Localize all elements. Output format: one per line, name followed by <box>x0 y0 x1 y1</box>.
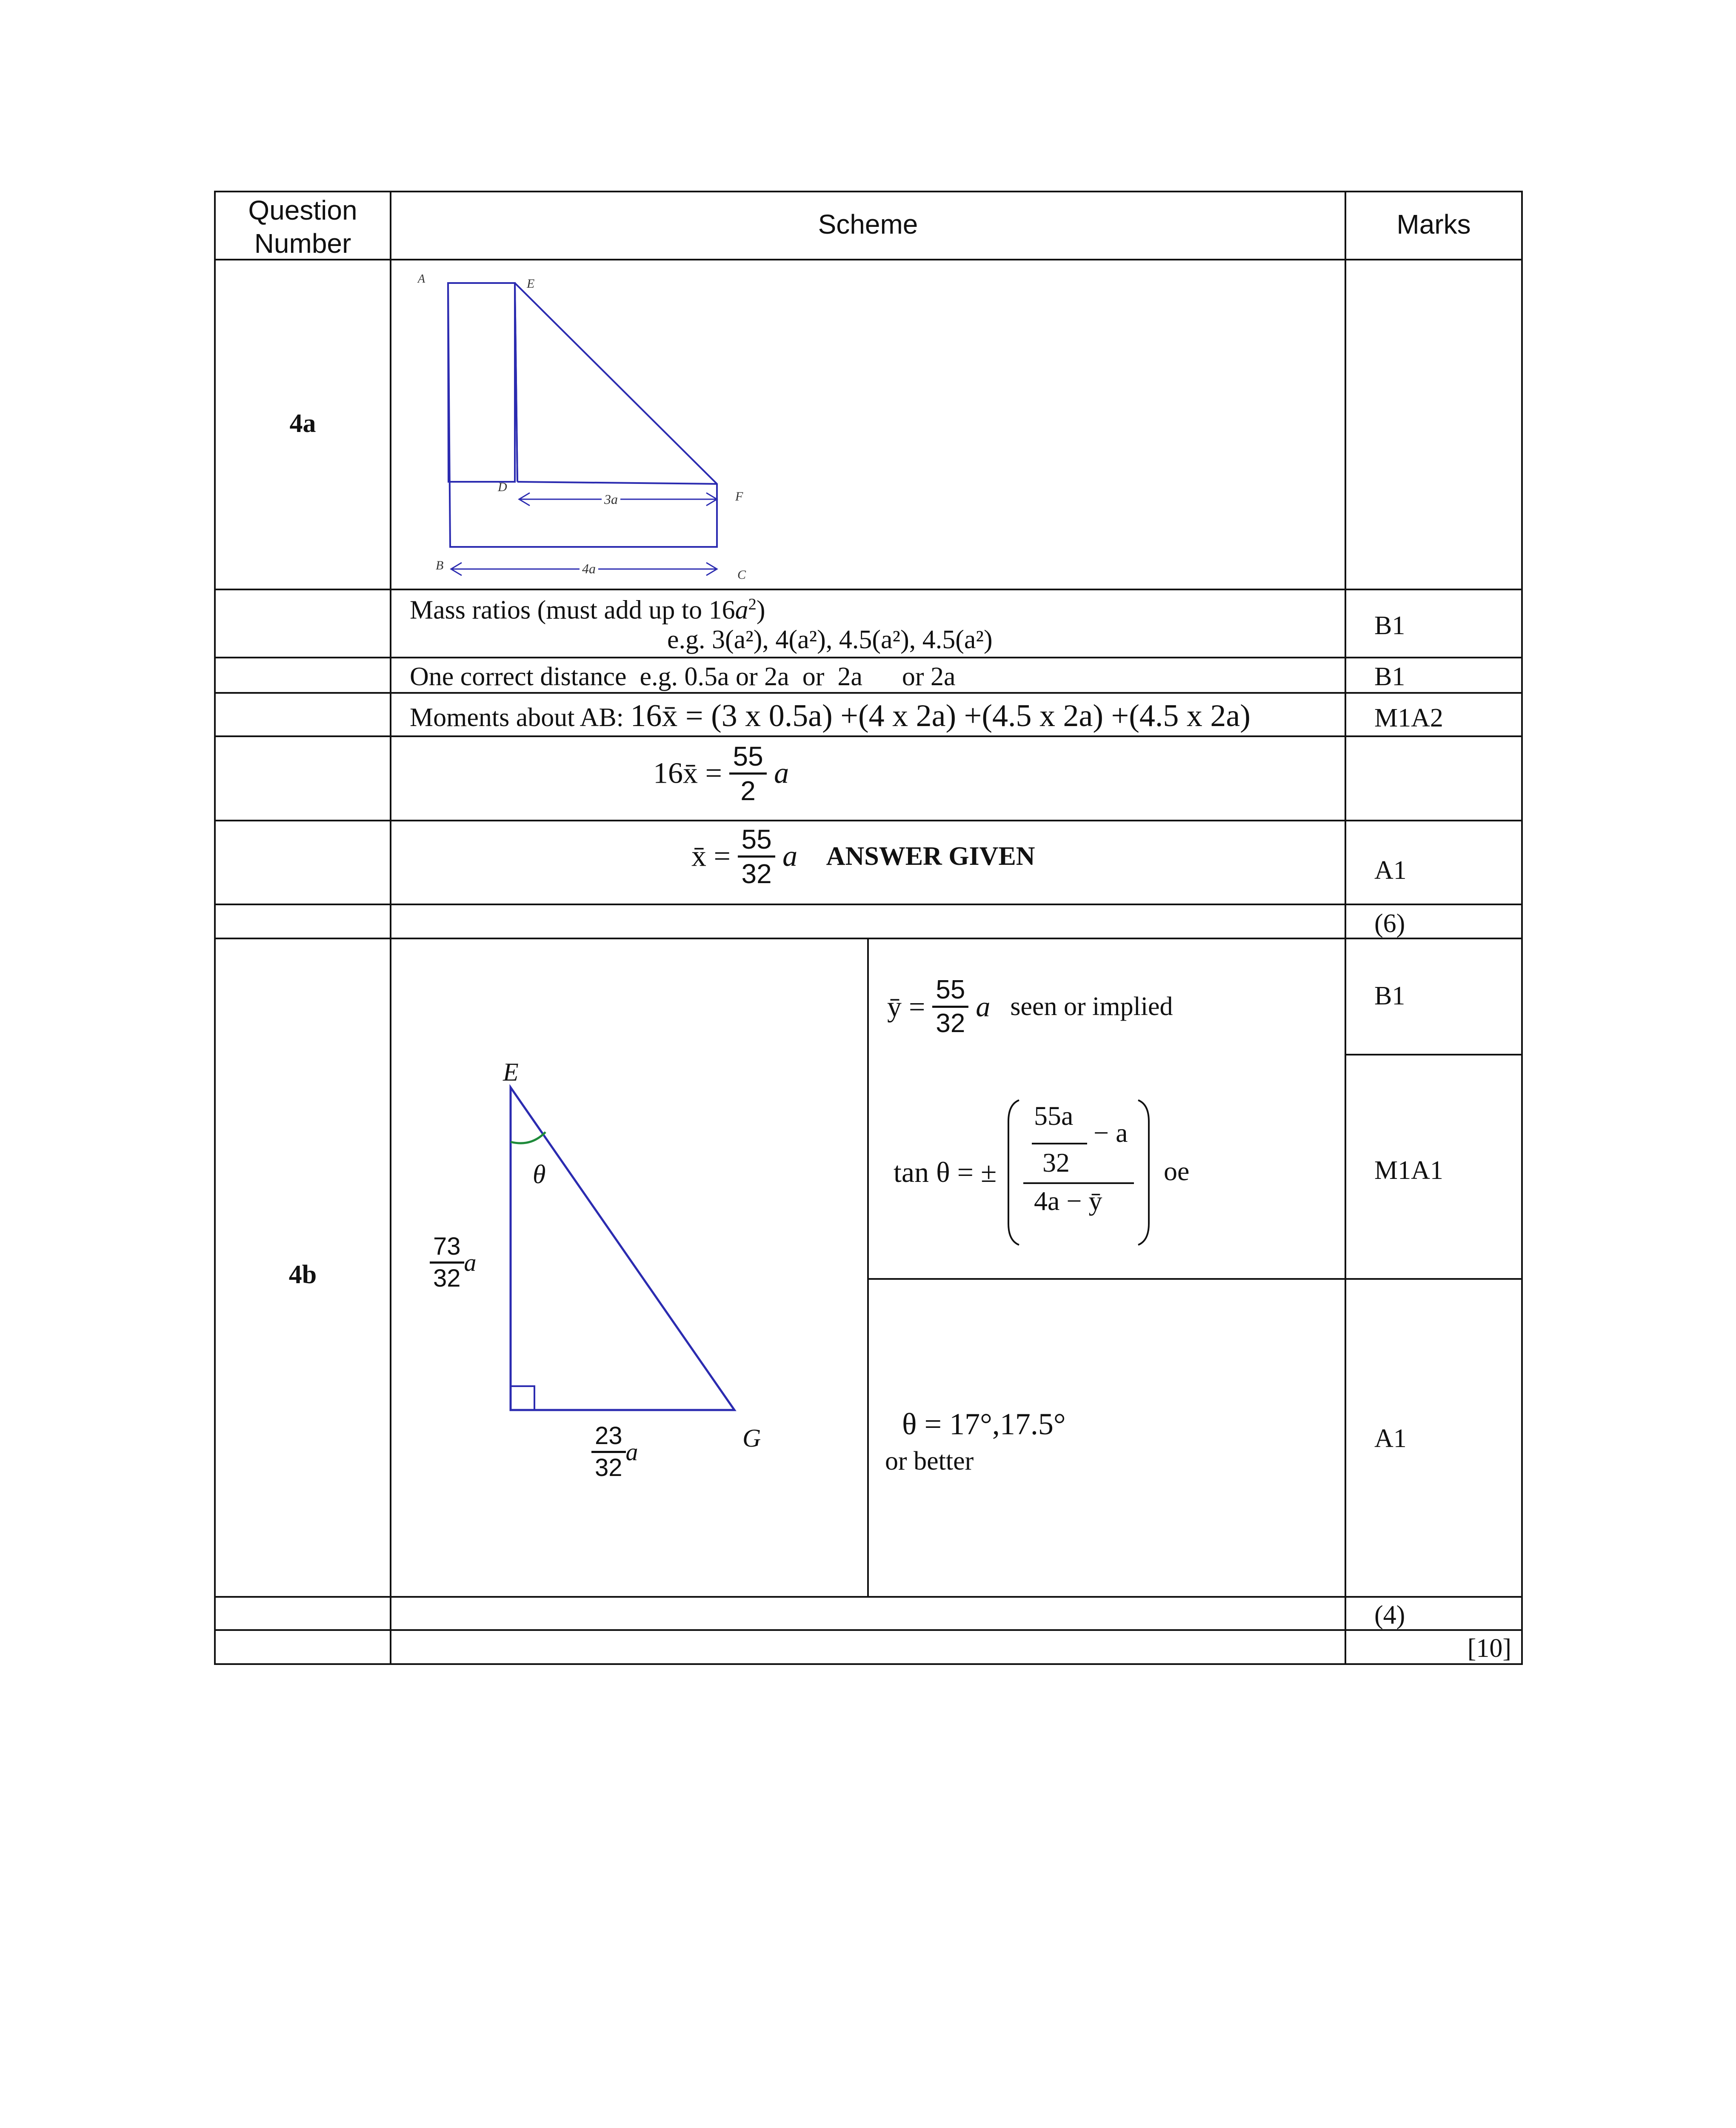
mark-theta: A1 <box>1374 1424 1407 1453</box>
vertex-label-f: F <box>735 489 743 503</box>
side-vertical-denominator: 32 <box>433 1264 461 1292</box>
tan-inner-denominator: 32 <box>1042 1147 1070 1178</box>
tan-minus-a: − a <box>1094 1118 1128 1148</box>
grand-total: [10] <box>1467 1634 1511 1663</box>
x-bar-numerator: 55 <box>738 826 775 858</box>
inner-horizontal <box>517 482 717 484</box>
x-bar-fraction <box>738 826 775 887</box>
mass-ratios-text: Mass ratios (must add up to 16 <box>410 595 735 625</box>
side-vertical-numerator: 73 <box>430 1234 464 1264</box>
question-label-4a: 4a <box>289 409 316 438</box>
moment-sum-equation <box>653 743 789 804</box>
side-label-horizontal <box>591 1424 638 1480</box>
side-horizontal-var: a <box>625 1438 638 1466</box>
mass-ratios-close: ) <box>756 595 765 625</box>
y-bar-numerator: 55 <box>932 977 968 1008</box>
y-bar-lhs: ȳ = <box>887 990 925 1023</box>
vertex-label-b: B <box>436 558 444 572</box>
mark-moments: M1A2 <box>1374 704 1443 732</box>
x-bar-lhs: x̄ = <box>691 840 731 873</box>
lamina-shape <box>448 283 717 547</box>
y-bar-denominator: 32 <box>936 1009 965 1038</box>
lamina-outline <box>448 283 515 482</box>
moment-sum-denominator: 2 <box>740 775 756 806</box>
x-bar-denominator: 32 <box>741 858 772 889</box>
theta-result: θ = 17°,17.5° <box>902 1407 1066 1441</box>
subtotal-4b: (4) <box>1374 1601 1405 1630</box>
answer-given-label: ANSWER GIVEN <box>826 842 1035 871</box>
header-question-line1: Question <box>248 195 357 226</box>
y-bar-fraction <box>932 977 968 1037</box>
lamina-diagram <box>400 264 783 587</box>
tan-denominator: 4a − ȳ <box>1034 1186 1102 1216</box>
y-bar-var: a <box>976 990 991 1023</box>
header-question-line2: Number <box>254 228 351 259</box>
question-label-4b: 4b <box>288 1260 317 1289</box>
moments-label: Moments about AB: <box>410 703 624 732</box>
moment-sum-var: a <box>774 757 789 790</box>
tan-note: oe <box>1164 1156 1190 1186</box>
y-bar-note: seen or implied <box>1010 992 1173 1021</box>
moment-sum-lhs: 16x̄ = <box>653 757 722 790</box>
header-marks: Marks <box>1396 209 1471 240</box>
moment-sum-numerator: 55 <box>729 743 766 775</box>
tan-inner-numerator: 55a <box>1034 1101 1074 1131</box>
mass-ratios-var: a <box>735 595 748 625</box>
vertex-label-d: D <box>498 480 507 494</box>
side-vertical-fraction <box>430 1234 464 1291</box>
x-bar-result <box>691 826 1035 887</box>
side-label-vertical <box>430 1234 477 1291</box>
tan-theta-brackets <box>1006 1096 1151 1249</box>
moments-line <box>410 698 1251 734</box>
vertex-label-c: C <box>737 568 746 582</box>
vertex-label-e: E <box>527 277 535 291</box>
right-bracket <box>1138 1100 1149 1245</box>
y-bar-equation <box>887 977 1173 1037</box>
mass-ratios-line1 <box>410 595 765 626</box>
mark-tan-theta: M1A1 <box>1374 1156 1443 1185</box>
side-horizontal-denominator: 32 <box>595 1454 622 1482</box>
header-question-number <box>215 194 391 260</box>
side-vertical-var: a <box>464 1249 477 1276</box>
tan-theta-lhs: tan θ = ± <box>894 1156 997 1188</box>
mark-mass-ratios: B1 <box>1374 611 1405 640</box>
x-bar-var: a <box>782 840 798 873</box>
vertex-label-a: A <box>418 272 425 286</box>
angle-theta-arc <box>511 1132 545 1143</box>
mass-ratios-sup: 2 <box>748 595 757 613</box>
mark-answer-given: A1 <box>1374 856 1407 885</box>
dimension-label-3a: 3a <box>602 492 620 507</box>
moments-equation: 16x̄ = (3 x 0.5a) +(4 x 2a) +(4.5 x 2a) +(4.5 x 2a) <box>630 698 1251 733</box>
correct-distance-text: One correct distance e.g. 0.5a or 2a or 2a or 2a <box>410 662 956 691</box>
triangle-ceg <box>511 1087 734 1410</box>
dimension-label-4a: 4a <box>580 561 598 577</box>
mark-y-bar: B1 <box>1374 981 1405 1010</box>
mark-correct-distance: B1 <box>1374 662 1405 691</box>
mass-ratios-example: e.g. 3(a²), 4(a²), 4.5(a²), 4.5(a²) <box>667 625 993 654</box>
vertex-label-g-4b: G <box>742 1424 761 1452</box>
side-horizontal-fraction <box>591 1424 626 1480</box>
theta-note: or better <box>885 1447 974 1476</box>
header-scheme: Scheme <box>818 209 918 240</box>
vertex-label-e-4b: E <box>503 1058 519 1086</box>
angle-label-theta: θ <box>533 1160 546 1189</box>
subtotal-4a: (6) <box>1374 909 1405 938</box>
moment-sum-fraction <box>729 743 766 804</box>
side-horizontal-numerator: 23 <box>591 1424 626 1453</box>
right-angle-marker <box>511 1386 534 1410</box>
left-bracket <box>1008 1100 1019 1245</box>
